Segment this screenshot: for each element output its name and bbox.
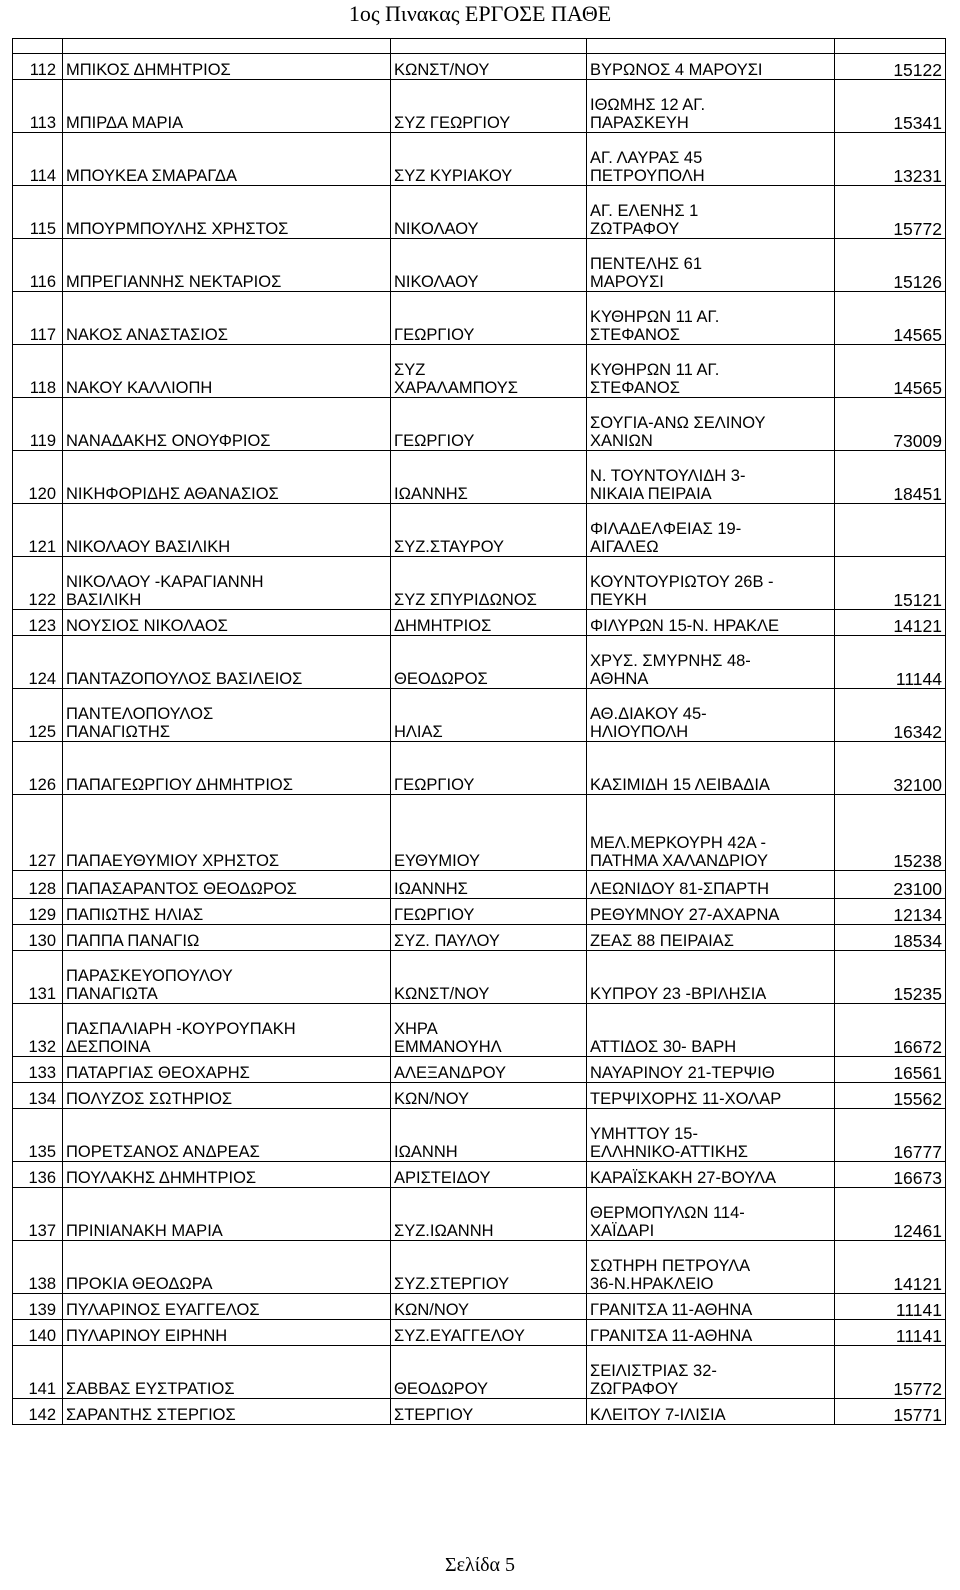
row-number-cell: 141 — [13, 1346, 63, 1399]
postal-code-cell: 11144 — [835, 636, 946, 689]
address-cell: ΚΑΡΑΪΣΚΑΚΗ 27-ΒΟΥΛΑ — [587, 1162, 835, 1188]
person-name-cell: ΠΑΠΑΓΕΩΡΓΙΟΥ ΔΗΜΗΤΡΙΟΣ — [63, 742, 391, 795]
father-or-spouse-name-cell: ΚΩΝΣΤ/ΝΟΥ — [391, 54, 587, 80]
table-row — [13, 504, 946, 557]
father-or-spouse-name-cell: ΣΥΖ.ΣΤΑΥΡΟΥ — [391, 504, 587, 557]
postal-code-cell: 16342 — [835, 689, 946, 742]
row-number-cell: 130 — [13, 925, 63, 951]
postal-code-cell: 13231 — [835, 133, 946, 186]
address-cell: ΦΙΛΥΡΩΝ 15-Ν. ΗΡΑΚΛΕ — [587, 610, 835, 636]
father-or-spouse-name-cell: ΣΥΖ ΚΥΡΙΑΚΟΥ — [391, 133, 587, 186]
person-name-cell: ΝΙΚΗΦΟΡΙΔΗΣ ΑΘΑΝΑΣΙΟΣ — [63, 451, 391, 504]
person-name-cell: ΣΑΒΒΑΣ ΕΥΣΤΡΑΤΙΟΣ — [63, 1346, 391, 1399]
postal-code-cell: 18534 — [835, 925, 946, 951]
person-name-cell: ΝΙΚΟΛΑΟΥ -ΚΑΡΑΓΙΑΝΝΗ ΒΑΣΙΛΙΚΗ — [63, 557, 391, 610]
address-cell: ΚΑΣΙΜΙΔΗ 15 ΛΕΙΒΑΔΙΑ — [587, 742, 835, 795]
postal-code-cell: 15772 — [835, 186, 946, 239]
postal-code-cell: 15772 — [835, 1346, 946, 1399]
address-cell: ΝΑΥΑΡΙΝΟΥ 21-ΤΕΡΨΙΘ — [587, 1057, 835, 1083]
page-title: 1ος Πινακας ΕΡΓΟΣΕ ΠΑΘΕ — [348, 1, 612, 26]
father-or-spouse-name-cell: ΣΥΖ.ΣΤΕΡΓΙΟΥ — [391, 1241, 587, 1294]
row-number-cell: 123 — [13, 610, 63, 636]
table-row — [13, 80, 946, 133]
person-name-cell: ΜΠΙΡΔΑ ΜΑΡΙΑ — [63, 80, 391, 133]
address-cell: ΣΩΤΗΡΗ ΠΕΤΡΟΥΛΑ 36-Ν.ΗΡΑΚΛΕΙΟ — [587, 1241, 835, 1294]
row-number-cell: 135 — [13, 1109, 63, 1162]
person-name-cell: ΠΑΠΑΕΥΘΥΜΙΟΥ ΧΡΗΣΤΟΣ — [63, 795, 391, 871]
row-number-cell: 112 — [13, 54, 63, 80]
address-cell: ΚΥΘΗΡΩΝ 11 ΑΓ. ΣΤΕΦΑΝΟΣ — [587, 292, 835, 345]
table-row — [13, 557, 946, 610]
address-cell: ΡΕΘΥΜΝΟΥ 27-ΑΧΑΡΝΑ — [587, 899, 835, 925]
address-cell: ΚΥΠΡΟΥ 23 -ΒΡΙΛΗΣΙΑ — [587, 951, 835, 1004]
table-row — [13, 239, 946, 292]
address-cell: ΑΓ. ΕΛΕΝΗΣ 1 ΖΩΤΡΑΦΟΥ — [587, 186, 835, 239]
row-number-cell: 113 — [13, 80, 63, 133]
table-row — [13, 871, 946, 899]
father-or-spouse-name-cell: ΓΕΩΡΓΙΟΥ — [391, 899, 587, 925]
person-name-cell: ΠΑΠΙΩΤΗΣ ΗΛΙΑΣ — [63, 899, 391, 925]
person-name-cell: ΝΑΚΟΥ ΚΑΛΛΙΟΠΗ — [63, 345, 391, 398]
row-number-cell: 128 — [13, 871, 63, 899]
father-or-spouse-name-cell: ΙΩΑΝΝΗΣ — [391, 451, 587, 504]
table-row — [13, 133, 946, 186]
person-name-cell: ΠΟΡΕΤΣΑΝΟΣ ΑΝΔΡΕΑΣ — [63, 1109, 391, 1162]
postal-code-cell: 18451 — [835, 451, 946, 504]
row-number-cell: 142 — [13, 1399, 63, 1425]
table-row — [13, 1188, 946, 1241]
postal-code-cell: 23100 — [835, 871, 946, 899]
records-table — [12, 38, 946, 1425]
address-cell: ΓΡΑΝΙΤΣΑ 11-ΑΘΗΝΑ — [587, 1320, 835, 1346]
father-or-spouse-name-cell: ΣΥΖ. ΠΑΥΛΟΥ — [391, 925, 587, 951]
postal-code-cell: 14565 — [835, 345, 946, 398]
address-cell: ΣΟΥΓΙΑ-ΑΝΩ ΣΕΛΙΝΟΥ ΧΑΝΙΩΝ — [587, 398, 835, 451]
address-cell: ΒΥΡΩΝΟΣ 4 ΜΑΡΟΥΣΙ — [587, 54, 835, 80]
table-row — [13, 1057, 946, 1083]
table-row — [13, 451, 946, 504]
person-name-cell: ΠΥΛΑΡΙΝΟΣ ΕΥΑΓΓΕΛΟΣ — [63, 1294, 391, 1320]
row-number-cell: 136 — [13, 1162, 63, 1188]
person-name-cell: ΜΠΡΕΓΙΑΝΝΗΣ ΝΕΚΤΑΡΙΟΣ — [63, 239, 391, 292]
person-name-cell: ΠΑΝΤΕΛΟΠΟΥΛΟΣ ΠΑΝΑΓΙΩΤΗΣ — [63, 689, 391, 742]
postal-code-cell: 16777 — [835, 1109, 946, 1162]
postal-code-cell: 15126 — [835, 239, 946, 292]
father-or-spouse-name-cell: ΚΩΝ/ΝΟΥ — [391, 1083, 587, 1109]
father-or-spouse-name-cell: ΔΗΜΗΤΡΙΟΣ — [391, 610, 587, 636]
row-number-cell: 120 — [13, 451, 63, 504]
row-number-cell: 138 — [13, 1241, 63, 1294]
table-row — [13, 925, 946, 951]
table-row — [13, 636, 946, 689]
postal-code-cell: 15341 — [835, 80, 946, 133]
postal-code-cell: 15562 — [835, 1083, 946, 1109]
father-or-spouse-name-cell: ΣΤΕΡΓΙΟΥ — [391, 1399, 587, 1425]
father-or-spouse-name-cell: ΧΗΡΑ ΕΜΜΑΝΟΥΗΛ — [391, 1004, 587, 1057]
person-name-cell: ΣΑΡΑΝΤΗΣ ΣΤΕΡΓΙΟΣ — [63, 1399, 391, 1425]
row-number-cell: 139 — [13, 1294, 63, 1320]
postal-code-cell: 15235 — [835, 951, 946, 1004]
address-cell: ΙΘΩΜΗΣ 12 ΑΓ. ΠΑΡΑΣΚΕΥΗ — [587, 80, 835, 133]
address-cell: ΣΕΙΛΙΣΤΡΙΑΣ 32- ΖΩΓΡΑΦΟΥ — [587, 1346, 835, 1399]
father-or-spouse-name-cell: ΘΕΟΔΩΡΟΣ — [391, 636, 587, 689]
table-top-spacer — [13, 39, 946, 54]
address-cell: ΖΕΑΣ 88 ΠΕΙΡΑΙΑΣ — [587, 925, 835, 951]
father-or-spouse-name-cell: ΣΥΖ.ΕΥΑΓΓΕΛΟΥ — [391, 1320, 587, 1346]
postal-code-cell: 14121 — [835, 610, 946, 636]
person-name-cell: ΝΙΚΟΛΑΟΥ ΒΑΣΙΛΙΚΗ — [63, 504, 391, 557]
postal-code-cell: 15121 — [835, 557, 946, 610]
row-number-cell: 122 — [13, 557, 63, 610]
person-name-cell: ΜΠΙΚΟΣ ΔΗΜΗΤΡΙΟΣ — [63, 54, 391, 80]
father-or-spouse-name-cell: ΝΙΚΟΛΑΟΥ — [391, 186, 587, 239]
person-name-cell: ΠΑΣΠΑΛΙΑΡΗ -ΚΟΥΡΟΥΠΑΚΗ ΔΕΣΠΟΙΝΑ — [63, 1004, 391, 1057]
row-number-cell: 132 — [13, 1004, 63, 1057]
father-or-spouse-name-cell: ΓΕΩΡΓΙΟΥ — [391, 742, 587, 795]
address-cell: ΧΡΥΣ. ΣΜΥΡΝΗΣ 48- ΑΘΗΝΑ — [587, 636, 835, 689]
page-number: Σελίδα 5 — [444, 1554, 516, 1576]
father-or-spouse-name-cell: ΕΥΘΥΜΙΟΥ — [391, 795, 587, 871]
person-name-cell: ΠΟΛΥΖΟΣ ΣΩΤΗΡΙΟΣ — [63, 1083, 391, 1109]
person-name-cell: ΠΥΛΑΡΙΝΟΥ ΕΙΡΗΝΗ — [63, 1320, 391, 1346]
person-name-cell: ΠΡΟΚΙΑ ΘΕΟΔΩΡΑ — [63, 1241, 391, 1294]
row-number-cell: 118 — [13, 345, 63, 398]
postal-code-cell: 73009 — [835, 398, 946, 451]
table-row — [13, 742, 946, 795]
address-cell: ΜΕΛ.ΜΕΡΚΟΥΡΗ 42Α - ΠΑΤΗΜΑ ΧΑΛΑΝΔΡΙΟΥ — [587, 795, 835, 871]
person-name-cell: ΜΠΟΥΡΜΠΟΥΛΗΣ ΧΡΗΣΤΟΣ — [63, 186, 391, 239]
person-name-cell: ΝΟΥΣΙΟΣ ΝΙΚΟΛΑΟΣ — [63, 610, 391, 636]
address-cell: ΛΕΩΝΙΔΟΥ 81-ΣΠΑΡΤΗ — [587, 871, 835, 899]
father-or-spouse-name-cell: ΓΕΩΡΓΙΟΥ — [391, 292, 587, 345]
row-number-cell: 115 — [13, 186, 63, 239]
table-row — [13, 1320, 946, 1346]
table-row — [13, 951, 946, 1004]
table-row — [13, 54, 946, 80]
father-or-spouse-name-cell: ΘΕΟΔΩΡΟΥ — [391, 1346, 587, 1399]
father-or-spouse-name-cell: ΗΛΙΑΣ — [391, 689, 587, 742]
father-or-spouse-name-cell: ΣΥΖ ΣΠΥΡΙΔΩΝΟΣ — [391, 557, 587, 610]
address-cell: ΑΘ.ΔΙΑΚΟΥ 45- ΗΛΙΟΥΠΟΛΗ — [587, 689, 835, 742]
father-or-spouse-name-cell: ΝΙΚΟΛΑΟΥ — [391, 239, 587, 292]
person-name-cell: ΠΑΡΑΣΚΕΥΟΠΟΥΛΟΥ ΠΑΝΑΓΙΩΤΑ — [63, 951, 391, 1004]
table-row — [13, 899, 946, 925]
row-number-cell: 131 — [13, 951, 63, 1004]
table-row — [13, 610, 946, 636]
address-cell: ΚΛΕΙΤΟΥ 7-ΙΛΙΣΙΑ — [587, 1399, 835, 1425]
table-row — [13, 1083, 946, 1109]
father-or-spouse-name-cell: ΚΩΝΣΤ/ΝΟΥ — [391, 951, 587, 1004]
row-number-cell: 133 — [13, 1057, 63, 1083]
address-cell: ΘΕΡΜΟΠΥΛΩΝ 114- ΧΑΪΔΑΡΙ — [587, 1188, 835, 1241]
postal-code-cell: 15771 — [835, 1399, 946, 1425]
person-name-cell: ΠΑΝΤΑΖΟΠΟΥΛΟΣ ΒΑΣΙΛΕΙΟΣ — [63, 636, 391, 689]
row-number-cell: 127 — [13, 795, 63, 871]
postal-code-cell: 11141 — [835, 1320, 946, 1346]
postal-code-cell: 16673 — [835, 1162, 946, 1188]
postal-code-cell: 15238 — [835, 795, 946, 871]
father-or-spouse-name-cell: ΓΕΩΡΓΙΟΥ — [391, 398, 587, 451]
postal-code-cell: 16561 — [835, 1057, 946, 1083]
table-row — [13, 292, 946, 345]
person-name-cell: ΝΑΚΟΣ ΑΝΑΣΤΑΣΙΟΣ — [63, 292, 391, 345]
table-row — [13, 1294, 946, 1320]
table-row — [13, 398, 946, 451]
person-name-cell: ΝΑΝΑΔΑΚΗΣ ΟΝΟΥΦΡΙΟΣ — [63, 398, 391, 451]
postal-code-cell: 11141 — [835, 1294, 946, 1320]
row-number-cell: 121 — [13, 504, 63, 557]
father-or-spouse-name-cell: ΙΩΑΝΝΗΣ — [391, 871, 587, 899]
postal-code-cell: 14565 — [835, 292, 946, 345]
postal-code-cell — [835, 504, 946, 557]
person-name-cell: ΠΡΙΝΙΑΝΑΚΗ ΜΑΡΙΑ — [63, 1188, 391, 1241]
table-row — [13, 1346, 946, 1399]
row-number-cell: 140 — [13, 1320, 63, 1346]
table-row — [13, 1241, 946, 1294]
person-name-cell: ΠΟΥΛΑΚΗΣ ΔΗΜΗΤΡΙΟΣ — [63, 1162, 391, 1188]
address-cell: ΥΜΗΤΤΟΥ 15- ΕΛΛΗΝΙΚΟ-ΑΤΤΙΚΗΣ — [587, 1109, 835, 1162]
address-cell: ΤΕΡΨΙΧΟΡΗΣ 11-ΧΟΛΑΡ — [587, 1083, 835, 1109]
table-row — [13, 1004, 946, 1057]
father-or-spouse-name-cell: ΙΩΑΝΝΗ — [391, 1109, 587, 1162]
postal-code-cell: 32100 — [835, 742, 946, 795]
row-number-cell: 126 — [13, 742, 63, 795]
postal-code-cell: 15122 — [835, 54, 946, 80]
row-number-cell: 116 — [13, 239, 63, 292]
address-cell: ΑΓ. ΛΑΥΡΑΣ 45 ΠΕΤΡΟΥΠΟΛΗ — [587, 133, 835, 186]
records-table-body — [13, 39, 946, 1425]
table-row — [13, 795, 946, 871]
row-number-cell: 124 — [13, 636, 63, 689]
postal-code-cell: 14121 — [835, 1241, 946, 1294]
row-number-cell: 114 — [13, 133, 63, 186]
table-row — [13, 345, 946, 398]
address-cell: ΚΥΘΗΡΩΝ 11 ΑΓ. ΣΤΕΦΑΝΟΣ — [587, 345, 835, 398]
address-cell: ΓΡΑΝΙΤΣΑ 11-ΑΘΗΝΑ — [587, 1294, 835, 1320]
address-cell: ΑΤΤΙΔΟΣ 30- ΒΑΡΗ — [587, 1004, 835, 1057]
row-number-cell: 137 — [13, 1188, 63, 1241]
table-row — [13, 1162, 946, 1188]
table-row — [13, 1109, 946, 1162]
address-cell: ΚΟΥΝΤΟΥΡΙΩΤΟΥ 26Β - ΠΕΥΚΗ — [587, 557, 835, 610]
postal-code-cell: 12134 — [835, 899, 946, 925]
postal-code-cell: 12461 — [835, 1188, 946, 1241]
address-cell: ΠΕΝΤΕΛΗΣ 61 ΜΑΡΟΥΣΙ — [587, 239, 835, 292]
father-or-spouse-name-cell: ΣΥΖ ΓΕΩΡΓΙΟΥ — [391, 80, 587, 133]
table-row — [13, 1399, 946, 1425]
table-row — [13, 689, 946, 742]
row-number-cell: 134 — [13, 1083, 63, 1109]
father-or-spouse-name-cell: ΑΛΕΞΑΝΔΡΟΥ — [391, 1057, 587, 1083]
person-name-cell: ΠΑΠΠΑ ΠΑΝΑΓΙΩ — [63, 925, 391, 951]
row-number-cell: 119 — [13, 398, 63, 451]
father-or-spouse-name-cell: ΣΥΖ.ΙΩΑΝΝΗ — [391, 1188, 587, 1241]
table-row — [13, 186, 946, 239]
address-cell: Ν. ΤΟΥΝΤΟΥΛΙΔΗ 3- ΝΙΚΑΙΑ ΠΕΙΡΑΙΑ — [587, 451, 835, 504]
row-number-cell: 125 — [13, 689, 63, 742]
row-number-cell: 129 — [13, 899, 63, 925]
person-name-cell: ΜΠΟΥΚΕΑ ΣΜΑΡΑΓΔΑ — [63, 133, 391, 186]
row-number-cell: 117 — [13, 292, 63, 345]
father-or-spouse-name-cell: ΚΩΝ/ΝΟΥ — [391, 1294, 587, 1320]
address-cell: ΦΙΛΑΔΕΛΦΕΙΑΣ 19- ΑΙΓΑΛΕΩ — [587, 504, 835, 557]
person-name-cell: ΠΑΤΑΡΓΙΑΣ ΘΕΟΧΑΡΗΣ — [63, 1057, 391, 1083]
person-name-cell: ΠΑΠΑΣΑΡΑΝΤΟΣ ΘΕΟΔΩΡΟΣ — [63, 871, 391, 899]
father-or-spouse-name-cell: ΣΥΖ ΧΑΡΑΛΑΜΠΟΥΣ — [391, 345, 587, 398]
father-or-spouse-name-cell: ΑΡΙΣΤΕΙΔΟΥ — [391, 1162, 587, 1188]
postal-code-cell: 16672 — [835, 1004, 946, 1057]
